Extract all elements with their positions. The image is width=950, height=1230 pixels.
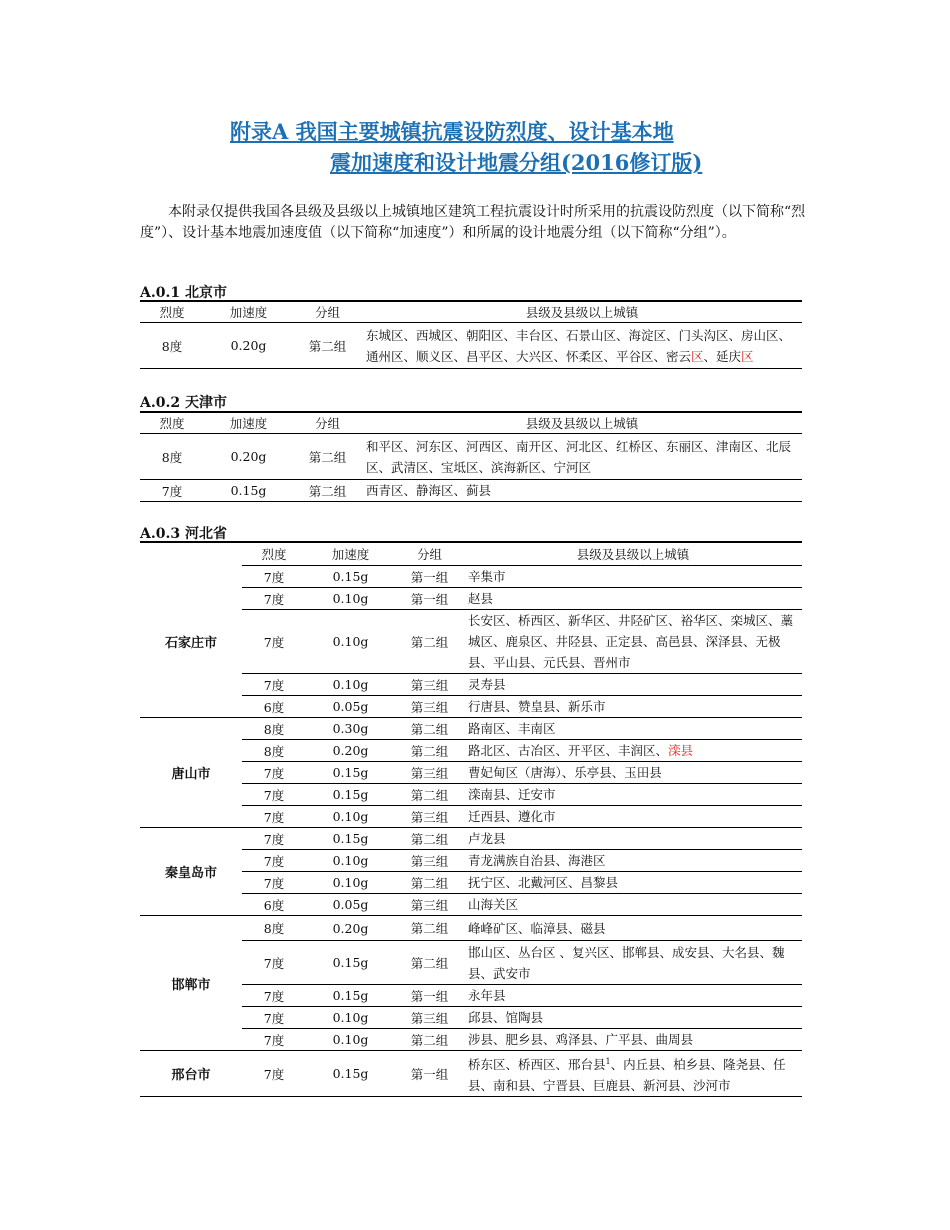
header-lie: 烈度 — [140, 301, 204, 323]
towns-text: 、延庆 — [703, 348, 742, 364]
cell-lie: 7度 — [140, 480, 204, 502]
cell-lie: 8度 — [140, 323, 204, 369]
cell-towns — [464, 806, 802, 828]
towns-highlight: 区 — [691, 348, 704, 364]
cell-towns — [464, 588, 802, 610]
towns-text: 抚宁区、北戴河区、昌黎县 — [468, 875, 619, 890]
cell-acc: 0.10g — [306, 610, 395, 674]
cell-acc: 0.10g — [306, 588, 395, 610]
cell-towns — [464, 894, 802, 916]
cell-lie: 7度 — [242, 828, 306, 850]
header-grp: 分组 — [395, 542, 464, 566]
towns-text: 辛集市 — [468, 569, 506, 584]
cell-towns — [464, 850, 802, 872]
cell-grp: 第三组 — [395, 806, 464, 828]
cell-acc: 0.15g — [306, 566, 395, 588]
city-name: 石家庄市 — [140, 566, 242, 718]
towns-text: 涉县、肥乡县、鸡泽县、广平县、曲周县 — [468, 1032, 694, 1047]
cell-grp: 第二组 — [395, 828, 464, 850]
cell-grp: 第二组 — [293, 323, 362, 369]
cell-lie: 7度 — [242, 806, 306, 828]
cell-grp: 第二组 — [293, 434, 362, 480]
cell-acc: 0.15g — [306, 985, 395, 1007]
cell-grp: 第三组 — [395, 1007, 464, 1029]
cell-lie: 7度 — [242, 674, 306, 696]
cell-towns: 西青区、静海区、蓟县 — [362, 480, 802, 502]
cell-towns — [464, 872, 802, 894]
table-header — [140, 542, 802, 566]
towns-text: 青龙满族自治县、海港区 — [468, 853, 606, 868]
cell-acc: 0.15g — [306, 828, 395, 850]
cell-grp: 第三组 — [395, 850, 464, 872]
header-towns: 县级及县级以上城镇 — [464, 542, 802, 566]
header-acc: 加速度 — [204, 301, 293, 323]
cell-lie: 7度 — [242, 762, 306, 784]
cell-acc: 0.30g — [306, 718, 395, 740]
header-grp: 分组 — [293, 301, 362, 323]
cell-grp: 第一组 — [395, 566, 464, 588]
header-lie: 烈度 — [242, 542, 306, 566]
cell-acc: 0.20g — [306, 740, 395, 762]
cell-lie: 8度 — [242, 916, 306, 941]
cell-towns — [464, 1029, 802, 1051]
cell-grp: 第二组 — [395, 718, 464, 740]
cell-acc: 0.10g — [306, 872, 395, 894]
cell-towns — [464, 985, 802, 1007]
table-row — [140, 566, 802, 588]
cell-grp: 第二组 — [395, 941, 464, 985]
cell-lie: 6度 — [242, 894, 306, 916]
cell-lie: 8度 — [242, 740, 306, 762]
cell-grp: 第三组 — [395, 696, 464, 718]
towns-text: 桥东区、桥西区、邢台县 — [468, 1057, 606, 1073]
towns-text: 迁西县、遵化市 — [468, 809, 556, 824]
cell-lie: 7度 — [242, 1051, 306, 1097]
towns-highlight: 滦县 — [668, 743, 694, 758]
table-header — [140, 301, 802, 323]
footnote-marker: 1 — [605, 1057, 611, 1066]
cell-towns — [362, 323, 802, 369]
section-heading-tianjin: A.0.2 天津市 — [140, 395, 227, 411]
cell-towns — [464, 610, 802, 674]
cell-towns: 和平区、河东区、河西区、南开区、河北区、红桥区、东丽区、津南区、北辰区、武清区、宝坻区、滨海新区、宁河区 — [362, 434, 802, 480]
cell-grp: 第三组 — [395, 762, 464, 784]
cell-acc: 0.05g — [306, 696, 395, 718]
cell-grp: 第二组 — [395, 1029, 464, 1051]
cell-towns — [464, 740, 802, 762]
towns-highlight: 区 — [741, 348, 754, 364]
cell-grp: 第二组 — [395, 610, 464, 674]
section-heading-beijing: A.0.1 北京市 — [140, 285, 227, 301]
table-tianjin — [140, 411, 802, 502]
towns-text: 路南区、丰南区 — [468, 721, 556, 736]
cell-acc: 0.10g — [306, 1007, 395, 1029]
cell-towns — [464, 674, 802, 696]
header-towns: 县级及县级以上城镇 — [362, 412, 802, 434]
cell-grp: 第一组 — [395, 1051, 464, 1097]
cell-acc: 0.15g — [306, 784, 395, 806]
header-city — [140, 542, 242, 566]
cell-lie: 7度 — [242, 566, 306, 588]
table-header — [140, 412, 802, 434]
table-beijing — [140, 300, 802, 369]
table-row — [140, 718, 802, 740]
cell-acc: 0.10g — [306, 674, 395, 696]
towns-text: 峰峰矿区、临漳县、磁县 — [468, 920, 606, 936]
cell-towns — [464, 696, 802, 718]
cell-towns — [464, 784, 802, 806]
cell-grp: 第二组 — [293, 480, 362, 502]
cell-grp: 第三组 — [395, 894, 464, 916]
cell-acc: 0.20g — [204, 323, 293, 369]
cell-grp: 第二组 — [395, 784, 464, 806]
cell-acc: 0.15g — [306, 762, 395, 784]
header-grp: 分组 — [293, 412, 362, 434]
cell-lie: 7度 — [242, 784, 306, 806]
cell-towns — [464, 1051, 802, 1097]
cell-acc: 0.10g — [306, 806, 395, 828]
table-hebei — [140, 541, 802, 1097]
towns-text: 滦南县、迁安市 — [468, 787, 556, 802]
towns-text: 邯山区、丛台区 、复兴区、邯郸县、成安县、大名县、魏县、武安市 — [468, 944, 785, 981]
cell-grp: 第一组 — [395, 985, 464, 1007]
towns-text: 东城区、西城区、朝阳区、丰台区、石景山区、海淀区、门头沟区、房山区、通州区、顺义区、昌平区、大兴区、怀柔区、平谷区、密云 — [366, 327, 792, 364]
cell-acc: 0.05g — [306, 894, 395, 916]
cell-towns — [464, 762, 802, 784]
cell-towns — [464, 566, 802, 588]
towns-text: 邱县、馆陶县 — [468, 1010, 544, 1025]
cell-grp: 第三组 — [395, 674, 464, 696]
title-line-2[interactable]: 震加速度和设计地震分组(2016修订版) — [330, 150, 703, 175]
cell-lie: 7度 — [242, 985, 306, 1007]
cell-lie: 7度 — [242, 872, 306, 894]
cell-lie: 8度 — [242, 718, 306, 740]
cell-towns — [464, 718, 802, 740]
cell-towns — [464, 941, 802, 985]
table-row — [140, 480, 802, 502]
cell-towns — [464, 828, 802, 850]
cell-grp: 第二组 — [395, 916, 464, 941]
cell-lie: 7度 — [242, 610, 306, 674]
header-acc: 加速度 — [204, 412, 293, 434]
title-line-1[interactable]: 附录A 我国主要城镇抗震设防烈度、设计基本地 — [230, 119, 674, 144]
table-row — [140, 916, 802, 941]
table-row — [140, 434, 802, 480]
cell-grp: 第二组 — [395, 740, 464, 762]
cell-grp: 第二组 — [395, 872, 464, 894]
cell-lie: 7度 — [242, 850, 306, 872]
city-name: 邢台市 — [140, 1051, 242, 1097]
towns-text: 长安区、桥西区、新华区、井陉矿区、裕华区、栾城区、藁城区、鹿泉区、井陉县、正定县、高邑县、深泽县、无极县、平山县、元氏县、晋州市 — [468, 613, 794, 670]
city-name: 秦皇岛市 — [140, 828, 242, 916]
cell-acc: 0.15g — [306, 941, 395, 985]
table-row — [140, 1051, 802, 1097]
cell-acc: 0.20g — [204, 434, 293, 480]
section-heading-hebei: A.0.3 河北省 — [140, 526, 227, 542]
towns-text: 卢龙县 — [468, 831, 506, 846]
towns-text: 赵县 — [468, 591, 494, 606]
cell-lie: 7度 — [242, 588, 306, 610]
towns-text: 灵寿县 — [468, 677, 506, 692]
towns-text: 永年县 — [468, 988, 506, 1003]
city-name: 邯郸市 — [140, 916, 242, 1051]
header-acc: 加速度 — [306, 542, 395, 566]
table-row — [140, 323, 802, 369]
cell-lie: 7度 — [242, 941, 306, 985]
intro-paragraph: 本附录仅提供我国各县级及县级以上城镇地区建筑工程抗震设计时所采用的抗震设防烈度（以下简称“烈度”）、设计基本地震加速度值（以下简称“加速度”）和所属的设计地震分组（以下简称“分组”）。 — [140, 204, 806, 241]
cell-towns — [464, 916, 802, 941]
cell-acc: 0.20g — [306, 916, 395, 941]
towns-text: 行唐县、赞皇县、新乐市 — [468, 699, 606, 714]
towns-text: 路北区、古冶区、开平区、丰润区、 — [468, 743, 669, 758]
cell-acc: 0.10g — [306, 850, 395, 872]
towns-text: 、内丘县、柏乡县、隆尧县、任县、南和县、宁晋县、巨鹿县、新河县、沙河市 — [468, 1057, 786, 1094]
cell-lie: 8度 — [140, 434, 204, 480]
cell-lie: 7度 — [242, 1007, 306, 1029]
cell-lie: 7度 — [242, 1029, 306, 1051]
table-row — [140, 828, 802, 850]
cell-acc: 0.15g — [204, 480, 293, 502]
header-lie: 烈度 — [140, 412, 204, 434]
cell-grp: 第一组 — [395, 588, 464, 610]
cell-acc: 0.15g — [306, 1051, 395, 1097]
cell-towns — [464, 1007, 802, 1029]
towns-text: 山海关区 — [468, 897, 519, 912]
cell-acc: 0.10g — [306, 1029, 395, 1051]
city-name: 唐山市 — [140, 718, 242, 828]
cell-lie: 6度 — [242, 696, 306, 718]
header-towns: 县级及县级以上城镇 — [362, 301, 802, 323]
towns-text: 曹妃甸区（唐海）、乐亭县、玉田县 — [468, 765, 662, 780]
